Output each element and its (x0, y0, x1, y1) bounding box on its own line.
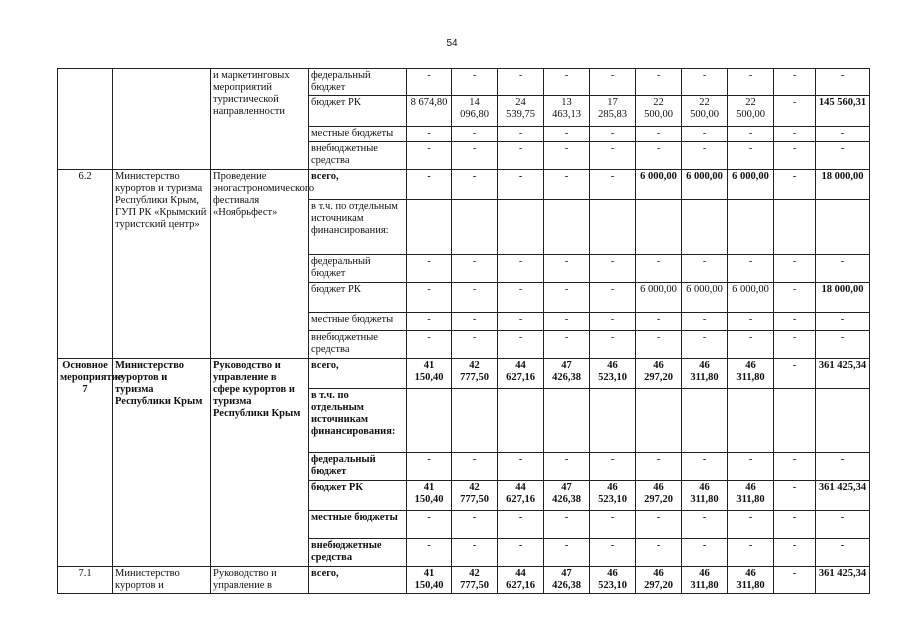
year-value: - (407, 453, 452, 481)
year-value: 41 150,40 (407, 359, 452, 389)
activity-cell: Проведение эногастрономического фестиваля «Ноябрьфест» (211, 170, 309, 359)
year-value: 6 000,00 (728, 170, 774, 200)
year-value: - (407, 170, 452, 200)
total-value: 18 000,00 (816, 283, 870, 313)
year-value: - (544, 69, 590, 96)
budget-table (57, 68, 870, 594)
year-value (636, 389, 682, 453)
year-value: - (544, 453, 590, 481)
funding-source: внебюджетные средства (309, 142, 407, 170)
year-value: - (728, 142, 774, 170)
year-value: - (728, 539, 774, 567)
year-value: - (590, 283, 636, 313)
total-value: 361 425,34 (816, 359, 870, 389)
funding-source: бюджет РК (309, 481, 407, 511)
year-value (590, 200, 636, 255)
activity-cell: Руководство и управление в сфере курортов и туризма Республики Крым (211, 359, 309, 567)
year-value: - (544, 511, 590, 539)
year-value: 22 500,00 (728, 96, 774, 127)
year-value: - (498, 453, 544, 481)
total-value: 361 425,34 (816, 567, 870, 594)
year-value: - (498, 283, 544, 313)
total-value (816, 200, 870, 255)
year-value: 22 500,00 (682, 96, 728, 127)
year-value: - (728, 69, 774, 96)
funding-source: местные бюджеты (309, 313, 407, 331)
year-value: - (682, 142, 728, 170)
year-value: 46 311,80 (682, 567, 728, 594)
year-value: - (774, 255, 816, 283)
year-value (682, 200, 728, 255)
year-value: - (544, 331, 590, 359)
year-value: - (728, 453, 774, 481)
year-value: - (407, 142, 452, 170)
total-value: - (816, 453, 870, 481)
year-value: 8 674,80 (407, 96, 452, 127)
total-value: 361 425,34 (816, 481, 870, 511)
year-value: - (682, 453, 728, 481)
year-value: - (544, 170, 590, 200)
year-value: - (682, 69, 728, 96)
year-value: - (498, 539, 544, 567)
year-value: 46 297,20 (636, 567, 682, 594)
year-value: - (452, 255, 498, 283)
year-value: - (774, 313, 816, 331)
measure-index (58, 69, 113, 170)
year-value: - (590, 170, 636, 200)
year-value: - (636, 255, 682, 283)
year-value: - (407, 255, 452, 283)
year-value: 46 311,80 (682, 359, 728, 389)
year-value: - (774, 567, 816, 594)
funding-source: федеральный бюджет (309, 69, 407, 96)
year-value: - (590, 313, 636, 331)
page-number: 54 (446, 38, 458, 49)
year-value: 46 297,20 (636, 359, 682, 389)
year-value: 13 463,13 (544, 96, 590, 127)
year-value: - (452, 453, 498, 481)
year-value: - (636, 69, 682, 96)
year-value: 46 311,80 (728, 359, 774, 389)
year-value: 6 000,00 (682, 283, 728, 313)
year-value: - (728, 313, 774, 331)
year-value: 14 096,80 (452, 96, 498, 127)
year-value: - (498, 142, 544, 170)
executor-cell: Министерство курортов и (113, 567, 211, 594)
year-value: - (774, 481, 816, 511)
year-value: - (774, 283, 816, 313)
year-value: - (774, 453, 816, 481)
year-value: - (636, 313, 682, 331)
year-value: - (728, 511, 774, 539)
year-value (636, 200, 682, 255)
year-value: - (682, 331, 728, 359)
year-value: - (544, 283, 590, 313)
year-value: - (407, 283, 452, 313)
year-value: 47 426,38 (544, 359, 590, 389)
year-value (498, 389, 544, 453)
year-value: - (544, 127, 590, 142)
year-value: - (590, 255, 636, 283)
year-value: - (498, 127, 544, 142)
total-value (816, 389, 870, 453)
year-value: - (590, 127, 636, 142)
year-value: 22 500,00 (636, 96, 682, 127)
year-value: - (774, 331, 816, 359)
year-value: - (498, 313, 544, 331)
measure-index: 6.2 (58, 170, 113, 359)
year-value: 6 000,00 (682, 170, 728, 200)
year-value: 42 777,50 (452, 481, 498, 511)
year-value: - (682, 313, 728, 331)
year-value: - (636, 127, 682, 142)
funding-source: всего, (309, 567, 407, 594)
year-value: - (498, 170, 544, 200)
year-value (452, 200, 498, 255)
year-value: - (774, 96, 816, 127)
table-body (58, 69, 870, 594)
year-value: 24 539,75 (498, 96, 544, 127)
year-value: - (590, 69, 636, 96)
year-value: - (498, 511, 544, 539)
year-value: - (774, 539, 816, 567)
year-value: - (407, 69, 452, 96)
year-value: - (636, 331, 682, 359)
funding-source: федеральный бюджет (309, 453, 407, 481)
year-value (452, 389, 498, 453)
table-row (58, 567, 870, 594)
funding-source: местные бюджеты (309, 511, 407, 539)
year-value: 46 523,10 (590, 567, 636, 594)
year-value (590, 389, 636, 453)
funding-source: местные бюджеты (309, 127, 407, 142)
table-row (58, 359, 870, 389)
year-value: - (452, 69, 498, 96)
year-value: - (498, 69, 544, 96)
year-value: 6 000,00 (636, 283, 682, 313)
funding-source: бюджет РК (309, 96, 407, 127)
year-value: - (452, 331, 498, 359)
year-value: - (407, 127, 452, 142)
year-value: 42 777,50 (452, 567, 498, 594)
funding-source: внебюджетные средства (309, 331, 407, 359)
year-value: - (774, 170, 816, 200)
activity-cell: Руководство и управление в (211, 567, 309, 594)
table-row (58, 69, 870, 96)
year-value: - (452, 539, 498, 567)
year-value: - (636, 453, 682, 481)
executor-cell (113, 69, 211, 170)
year-value (407, 200, 452, 255)
year-value: - (636, 511, 682, 539)
year-value (774, 389, 816, 453)
year-value: - (544, 142, 590, 170)
year-value: 46 297,20 (636, 481, 682, 511)
year-value: 41 150,40 (407, 567, 452, 594)
year-value: 46 311,80 (728, 481, 774, 511)
year-value: 46 311,80 (682, 481, 728, 511)
funding-source: в т.ч. по отдельным источникам финансирования: (309, 389, 407, 453)
year-value: - (498, 331, 544, 359)
total-value: - (816, 127, 870, 142)
year-value: - (452, 511, 498, 539)
year-value: - (774, 511, 816, 539)
executor-cell: Министерство курортов и туризма Республики Крым (113, 359, 211, 567)
year-value: - (590, 331, 636, 359)
year-value: - (728, 255, 774, 283)
year-value: 41 150,40 (407, 481, 452, 511)
year-value: - (590, 453, 636, 481)
total-value: 145 560,31 (816, 96, 870, 127)
year-value: 44 627,16 (498, 567, 544, 594)
total-value: - (816, 313, 870, 331)
total-value: - (816, 331, 870, 359)
year-value: 6 000,00 (728, 283, 774, 313)
year-value: - (407, 313, 452, 331)
year-value: - (682, 127, 728, 142)
year-value: - (544, 313, 590, 331)
funding-source: всего, (309, 170, 407, 200)
year-value: - (728, 127, 774, 142)
year-value: 46 523,10 (590, 481, 636, 511)
year-value: - (407, 331, 452, 359)
measure-index: 7.1 (58, 567, 113, 594)
total-value: - (816, 142, 870, 170)
year-value: 42 777,50 (452, 359, 498, 389)
year-value: - (682, 255, 728, 283)
funding-source: бюджет РК (309, 283, 407, 313)
year-value: - (636, 539, 682, 567)
year-value: 44 627,16 (498, 481, 544, 511)
year-value (544, 200, 590, 255)
table-row (58, 170, 870, 200)
year-value: - (452, 142, 498, 170)
year-value: - (452, 170, 498, 200)
year-value (544, 389, 590, 453)
year-value: - (636, 142, 682, 170)
activity-cell: и маркетинговых мероприятий туристической направленности (211, 69, 309, 170)
year-value: - (452, 313, 498, 331)
year-value: 47 426,38 (544, 481, 590, 511)
total-value: 18 000,00 (816, 170, 870, 200)
year-value (407, 389, 452, 453)
year-value: - (682, 539, 728, 567)
year-value: - (407, 539, 452, 567)
total-value: - (816, 255, 870, 283)
measure-index: Основное мероприятие 7 (58, 359, 113, 567)
year-value: - (682, 511, 728, 539)
year-value: - (452, 127, 498, 142)
funding-source: всего, (309, 359, 407, 389)
year-value: 46 311,80 (728, 567, 774, 594)
year-value (728, 389, 774, 453)
executor-cell: Министерство курортов и туризма Республики Крым, ГУП РК «Крымский туристский центр» (113, 170, 211, 359)
year-value: 44 627,16 (498, 359, 544, 389)
year-value: - (774, 127, 816, 142)
funding-source: в т.ч. по отдельным источникам финансирования: (309, 200, 407, 255)
total-value: - (816, 69, 870, 96)
year-value: 47 426,38 (544, 567, 590, 594)
year-value (728, 200, 774, 255)
year-value: - (498, 255, 544, 283)
year-value: - (590, 142, 636, 170)
year-value: - (407, 511, 452, 539)
year-value: - (774, 142, 816, 170)
year-value (682, 389, 728, 453)
year-value: - (774, 359, 816, 389)
year-value: 46 523,10 (590, 359, 636, 389)
year-value: 6 000,00 (636, 170, 682, 200)
year-value: - (728, 331, 774, 359)
year-value: 17 285,83 (590, 96, 636, 127)
total-value: - (816, 539, 870, 567)
year-value: - (544, 539, 590, 567)
year-value: - (544, 255, 590, 283)
year-value (774, 200, 816, 255)
year-value: - (590, 511, 636, 539)
year-value: - (590, 539, 636, 567)
funding-source: внебюджетные средства (309, 539, 407, 567)
year-value: - (774, 69, 816, 96)
year-value: - (452, 283, 498, 313)
funding-source: федеральный бюджет (309, 255, 407, 283)
year-value (498, 200, 544, 255)
total-value: - (816, 511, 870, 539)
